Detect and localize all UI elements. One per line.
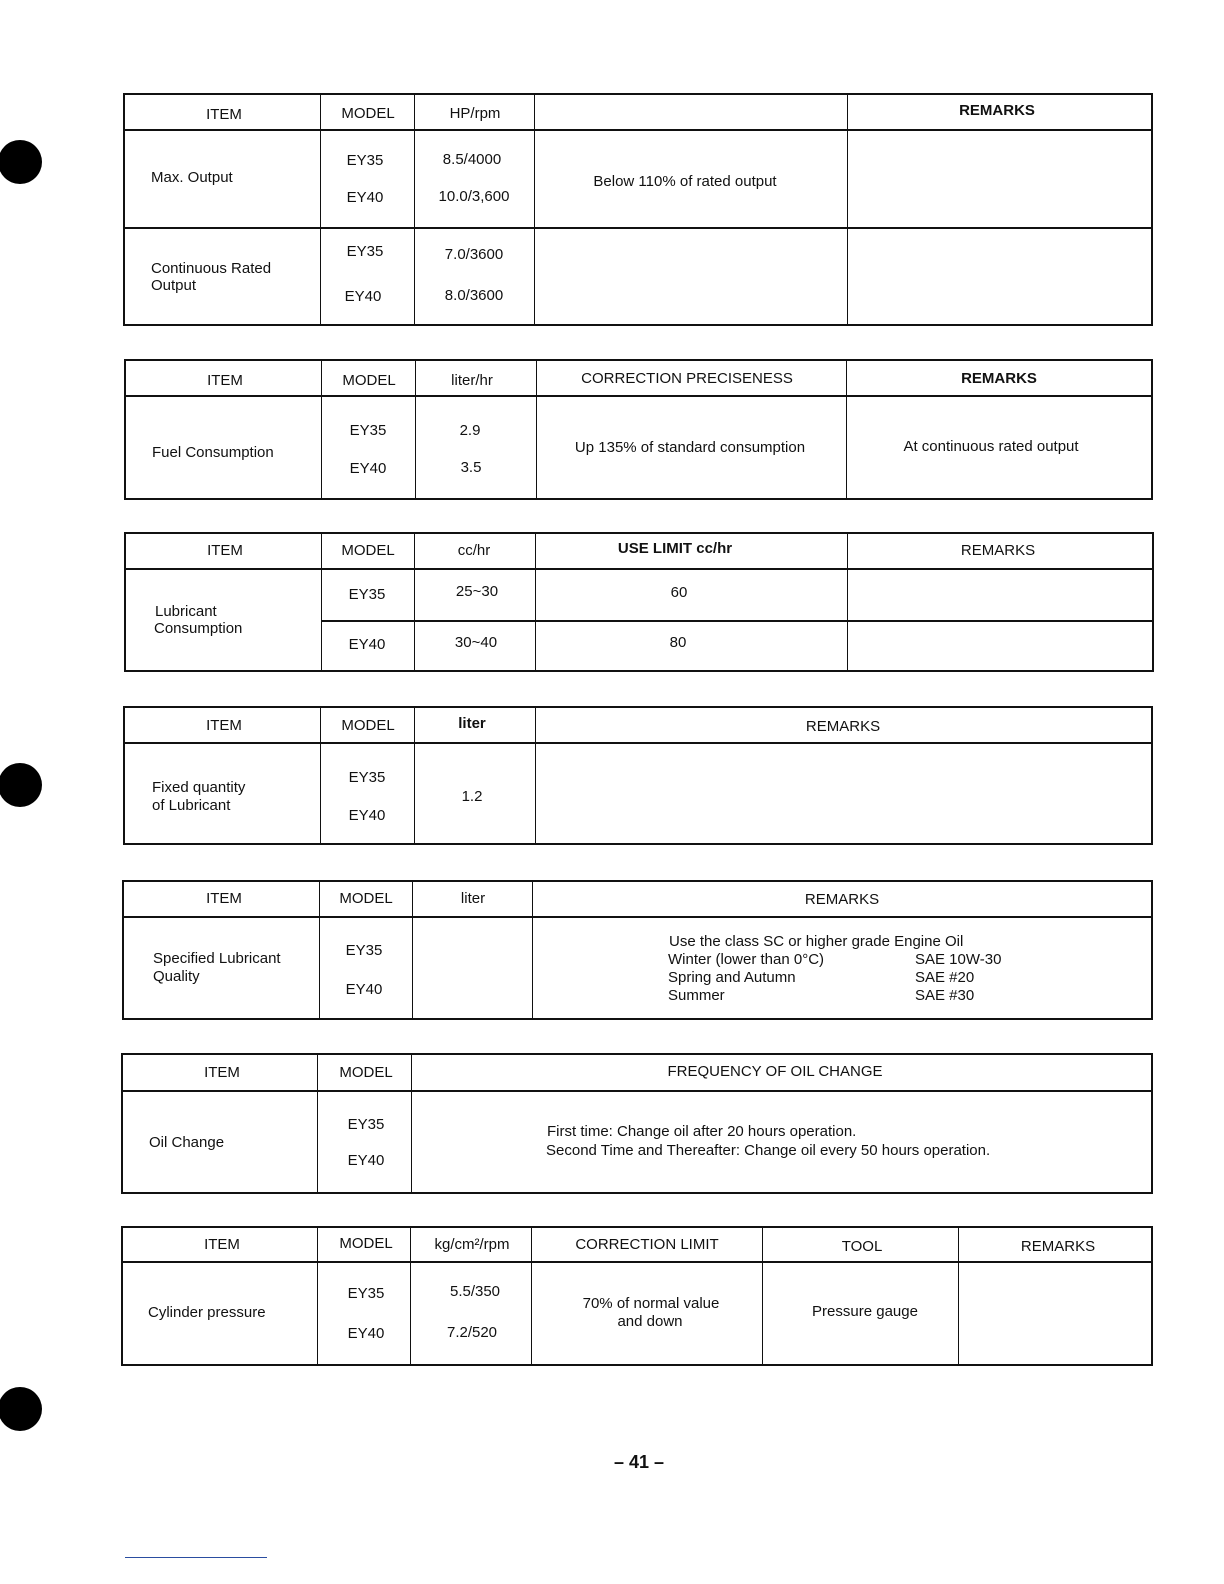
model-label: EY40: [347, 1152, 385, 1169]
model-label: EY40: [344, 288, 382, 305]
header-remarks: REMARKS: [959, 102, 1035, 119]
header-use-limit: USE LIMIT cc/hr: [617, 540, 733, 557]
binder-hole-3: [0, 1387, 42, 1431]
oil-change-instruction: First time: Change oil after 20 hours operation.: [547, 1123, 857, 1140]
model-label: EY40: [348, 807, 386, 824]
header-item: ITEM: [206, 717, 242, 734]
header-model: MODEL: [341, 542, 395, 559]
header-tool: TOOL: [841, 1238, 883, 1255]
oil-grade: SAE #20: [915, 969, 975, 986]
value-cell: 1.2: [461, 788, 483, 805]
model-label: EY35: [348, 769, 386, 786]
limit-cell: 60: [670, 584, 688, 601]
oil-change-table: [121, 1053, 1153, 1194]
header-unit: HP/rpm: [449, 105, 501, 122]
model-label: EY35: [347, 1116, 385, 1133]
header-model: MODEL: [341, 105, 395, 122]
header-item: ITEM: [206, 890, 242, 907]
fuel-consumption-table: [124, 359, 1153, 500]
model-label: EY35: [346, 152, 384, 169]
header-model: MODEL: [339, 1064, 393, 1081]
header-remarks: REMARKS: [804, 891, 880, 908]
model-label: EY40: [349, 460, 387, 477]
model-label: EY35: [347, 1285, 385, 1302]
item-label: Max. Output: [151, 169, 233, 186]
oil-requirement: Use the class SC or higher grade Engine Oil: [669, 933, 964, 950]
header-correction: CORRECTION PRECISENESS: [581, 370, 793, 387]
header-item: ITEM: [207, 542, 243, 559]
remarks-cell: At continuous rated output: [903, 438, 1079, 455]
value-cell: 8.5/4000: [442, 151, 502, 168]
header-unit: liter: [460, 890, 486, 907]
header-frequency: FREQUENCY OF OIL CHANGE: [667, 1063, 883, 1080]
value-cell: 7.2/520: [446, 1324, 498, 1341]
value-cell: 25~30: [455, 583, 499, 600]
model-label: EY40: [348, 636, 386, 653]
oil-season: Spring and Autumn: [668, 969, 796, 986]
header-model: MODEL: [339, 890, 393, 907]
header-unit: liter/hr: [451, 372, 493, 389]
value-cell: 10.0/3,600: [438, 188, 510, 205]
header-item: ITEM: [204, 1236, 240, 1253]
header-remarks: REMARKS: [805, 718, 881, 735]
value-cell: 2.9: [459, 422, 481, 439]
value-cell: 8.0/3600: [444, 287, 504, 304]
oil-grade: SAE #30: [915, 987, 975, 1004]
limit-cell: and down: [617, 1313, 683, 1330]
note-cell: Below 110% of rated output: [593, 173, 777, 190]
value-cell: 3.5: [460, 459, 482, 476]
oil-season: Summer: [668, 987, 725, 1004]
header-remarks: REMARKS: [961, 370, 1037, 387]
model-label: EY40: [345, 981, 383, 998]
output-table: [123, 93, 1153, 326]
value-cell: 30~40: [454, 634, 498, 651]
tool-cell: Pressure gauge: [812, 1303, 918, 1320]
limit-cell: 80: [669, 634, 687, 651]
oil-season: Winter (lower than 0°C): [668, 951, 825, 968]
fixed-quantity-table: [123, 706, 1153, 845]
item-label: Output: [151, 277, 197, 294]
item-label: Specified Lubricant: [153, 950, 281, 967]
item-label: Quality: [153, 968, 200, 985]
binder-hole-2: [0, 763, 42, 807]
oil-grade: SAE 10W-30: [915, 951, 1002, 968]
binder-hole-1: [0, 140, 42, 184]
lubricant-quality-table: [122, 880, 1153, 1020]
header-unit: kg/cm²/rpm: [434, 1236, 510, 1253]
item-label: Fixed quantity: [152, 779, 246, 796]
header-unit: cc/hr: [457, 542, 491, 559]
oil-change-instruction: Second Time and Thereafter: Change oil every 50 hours operation.: [546, 1142, 991, 1159]
header-correction-limit: CORRECTION LIMIT: [575, 1236, 719, 1253]
model-label: EY35: [346, 243, 384, 260]
lubricant-consumption-table: [124, 532, 1154, 672]
footer-rule: [125, 1557, 267, 1558]
page-number: – 41 –: [613, 1452, 665, 1472]
item-label: Continuous Rated: [151, 260, 272, 277]
model-label: EY35: [345, 942, 383, 959]
correction-cell: Up 135% of standard consumption: [574, 439, 806, 456]
value-cell: 7.0/3600: [444, 246, 504, 263]
header-remarks: REMARKS: [960, 542, 1036, 559]
value-cell: 5.5/350: [449, 1283, 501, 1300]
cylinder-pressure-table: [121, 1226, 1153, 1366]
header-model: MODEL: [341, 717, 395, 734]
header-item: ITEM: [206, 106, 242, 123]
model-label: EY35: [349, 422, 387, 439]
header-model: MODEL: [342, 372, 396, 389]
item-label: Fuel Consumption: [152, 444, 274, 461]
item-label: Cylinder pressure: [148, 1304, 266, 1321]
item-label: Consumption: [154, 620, 243, 637]
header-unit: liter: [458, 715, 486, 732]
model-label: EY40: [347, 1325, 385, 1342]
item-label: Lubricant: [155, 603, 217, 620]
header-item: ITEM: [204, 1064, 240, 1081]
item-label: Oil Change: [149, 1134, 225, 1151]
model-label: EY40: [346, 189, 384, 206]
header-item: ITEM: [207, 372, 243, 389]
header-remarks: REMARKS: [1020, 1238, 1096, 1255]
limit-cell: 70% of normal value: [582, 1295, 720, 1312]
header-model: MODEL: [339, 1235, 393, 1252]
model-label: EY35: [348, 586, 386, 603]
item-label: of Lubricant: [152, 797, 231, 814]
